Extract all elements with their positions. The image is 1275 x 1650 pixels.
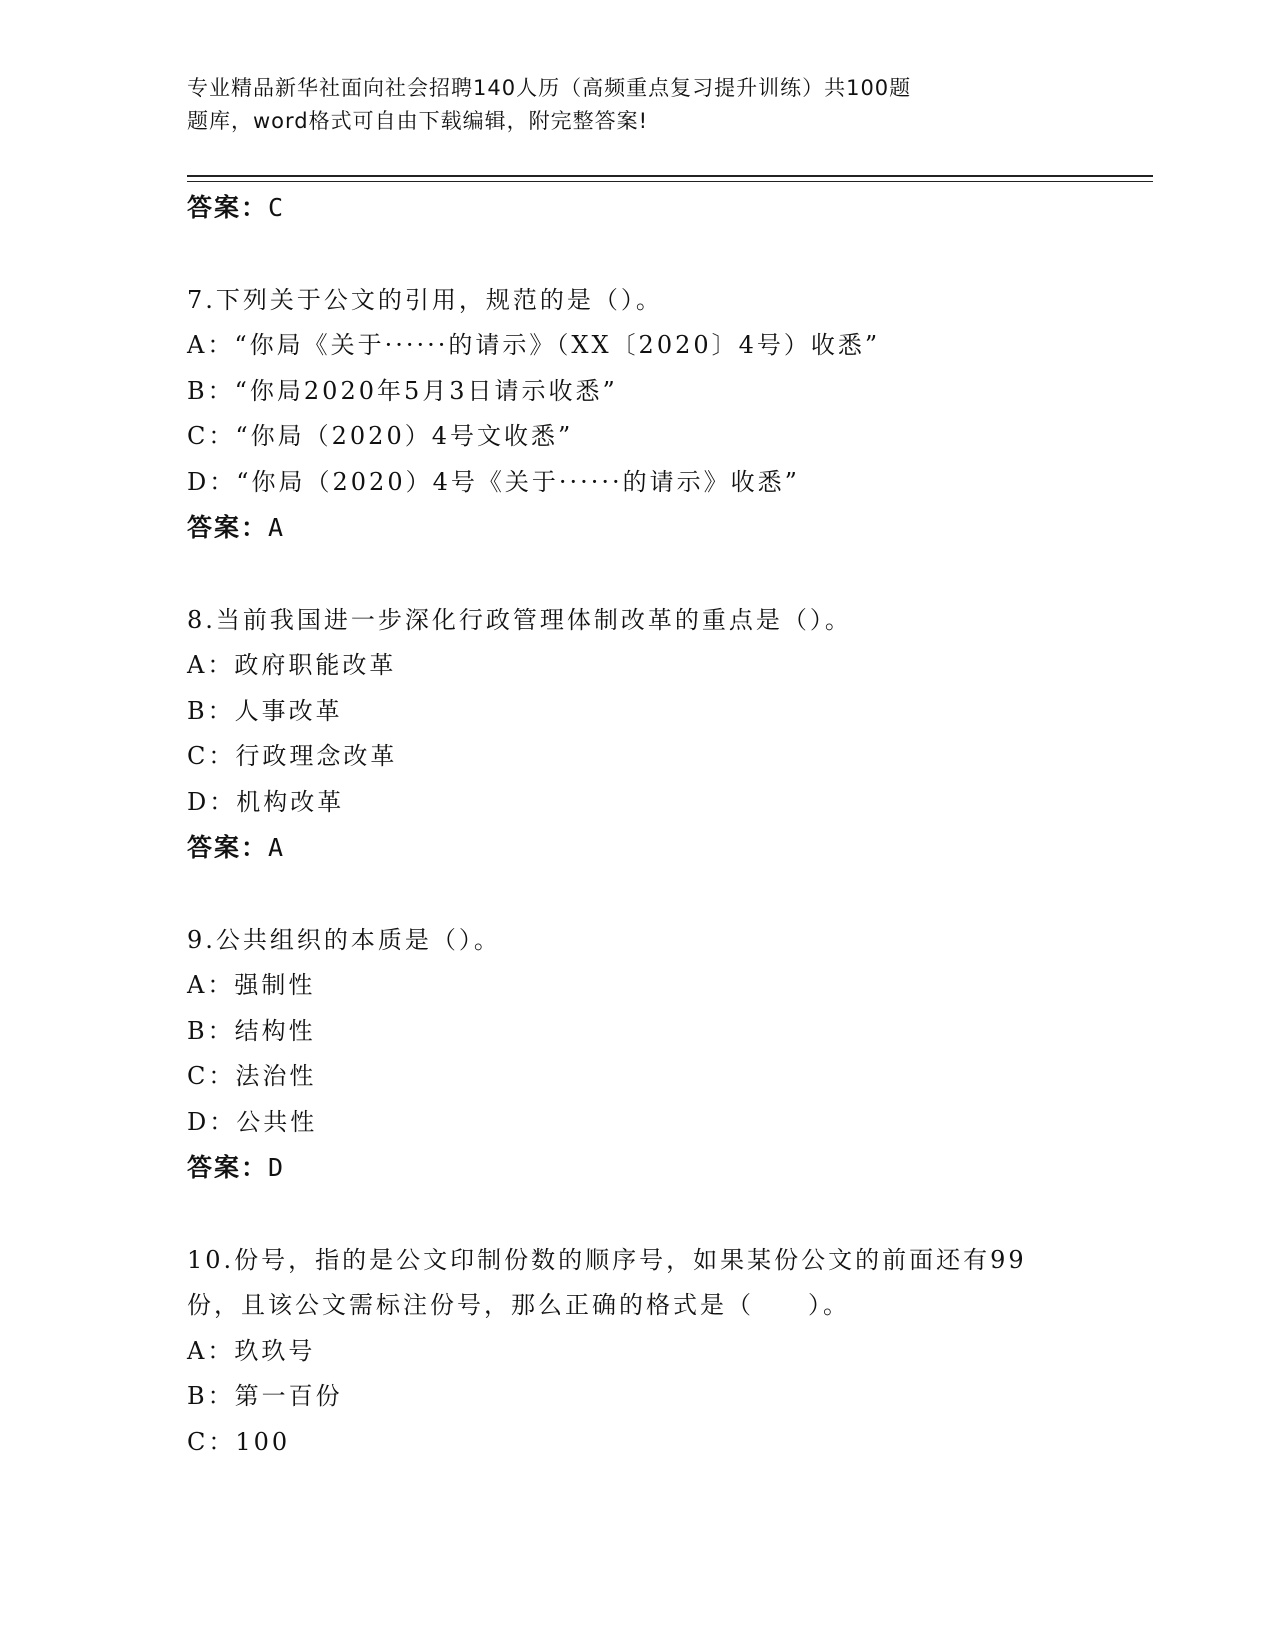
document-header [187,72,1047,138]
option-b: B：人事改革 [187,696,343,725]
answer-line [187,825,1087,871]
option-d: D：机构改革 [187,787,345,816]
option-a: A：“你局《关于······的请示》（XX〔2020〕4号）收悉” [187,331,881,359]
option-d: D：“你局（2020）4号《关于······的请示》收悉” [187,467,800,496]
option-c: C：法治性 [187,1062,317,1090]
option-c: C：100 [187,1427,291,1456]
question-stem-continued: 份，且该公文需标注份号，那么正确的格式是（ ）。 [187,1291,850,1319]
question-list [187,185,1087,1465]
question-stem: 9.公共组织的本质是（）。 [187,925,501,954]
question-stem: 7.下列关于公文的引用，规范的是（）。 [187,285,663,314]
answer-value: D [268,1153,286,1182]
answer-label: 答案： [187,833,269,862]
question-stem: 10.份号，指的是公文印制份数的顺序号，如果某份公文的前面还有99 [187,1245,1027,1274]
option-d: D：公共性 [187,1107,318,1136]
header-divider-thin [187,181,1153,182]
answer-value: A [268,513,286,542]
answer-line [187,1145,1087,1191]
header-title-line-1: 专业精品新华社面向社会招聘140人历（高频重点复习提升训练）共100题 [187,76,912,100]
answer-value: C [268,193,286,222]
answer-line [187,505,1087,551]
header-divider [187,175,1153,177]
option-b: B：第一百份 [187,1382,343,1410]
answer-label: 答案： [187,193,269,222]
option-a: A：玖玖号 [187,1336,316,1365]
answer-label: 答案： [187,1153,269,1182]
option-a: A：强制性 [187,971,316,999]
option-c: C：行政理念改革 [187,742,398,770]
question-block [187,918,1087,1191]
header-title-line-2: 题库，word格式可自由下载编辑，附完整答案! [187,109,649,133]
answer-label: 答案： [187,513,269,542]
option-a: A：政府职能改革 [187,651,397,679]
answer-value: A [268,833,286,862]
option-b: B：“你局2020年5月3日请示收悉” [187,376,618,405]
question-block [187,1238,1087,1466]
option-b: B：结构性 [187,1016,316,1045]
answer-line [187,185,1087,231]
question-block [187,598,1087,871]
question-block [187,278,1087,551]
question-stem: 8.当前我国进一步深化行政管理体制改革的重点是（）。 [187,605,852,634]
option-c: C：“你局（2020）4号文收悉” [187,422,574,450]
